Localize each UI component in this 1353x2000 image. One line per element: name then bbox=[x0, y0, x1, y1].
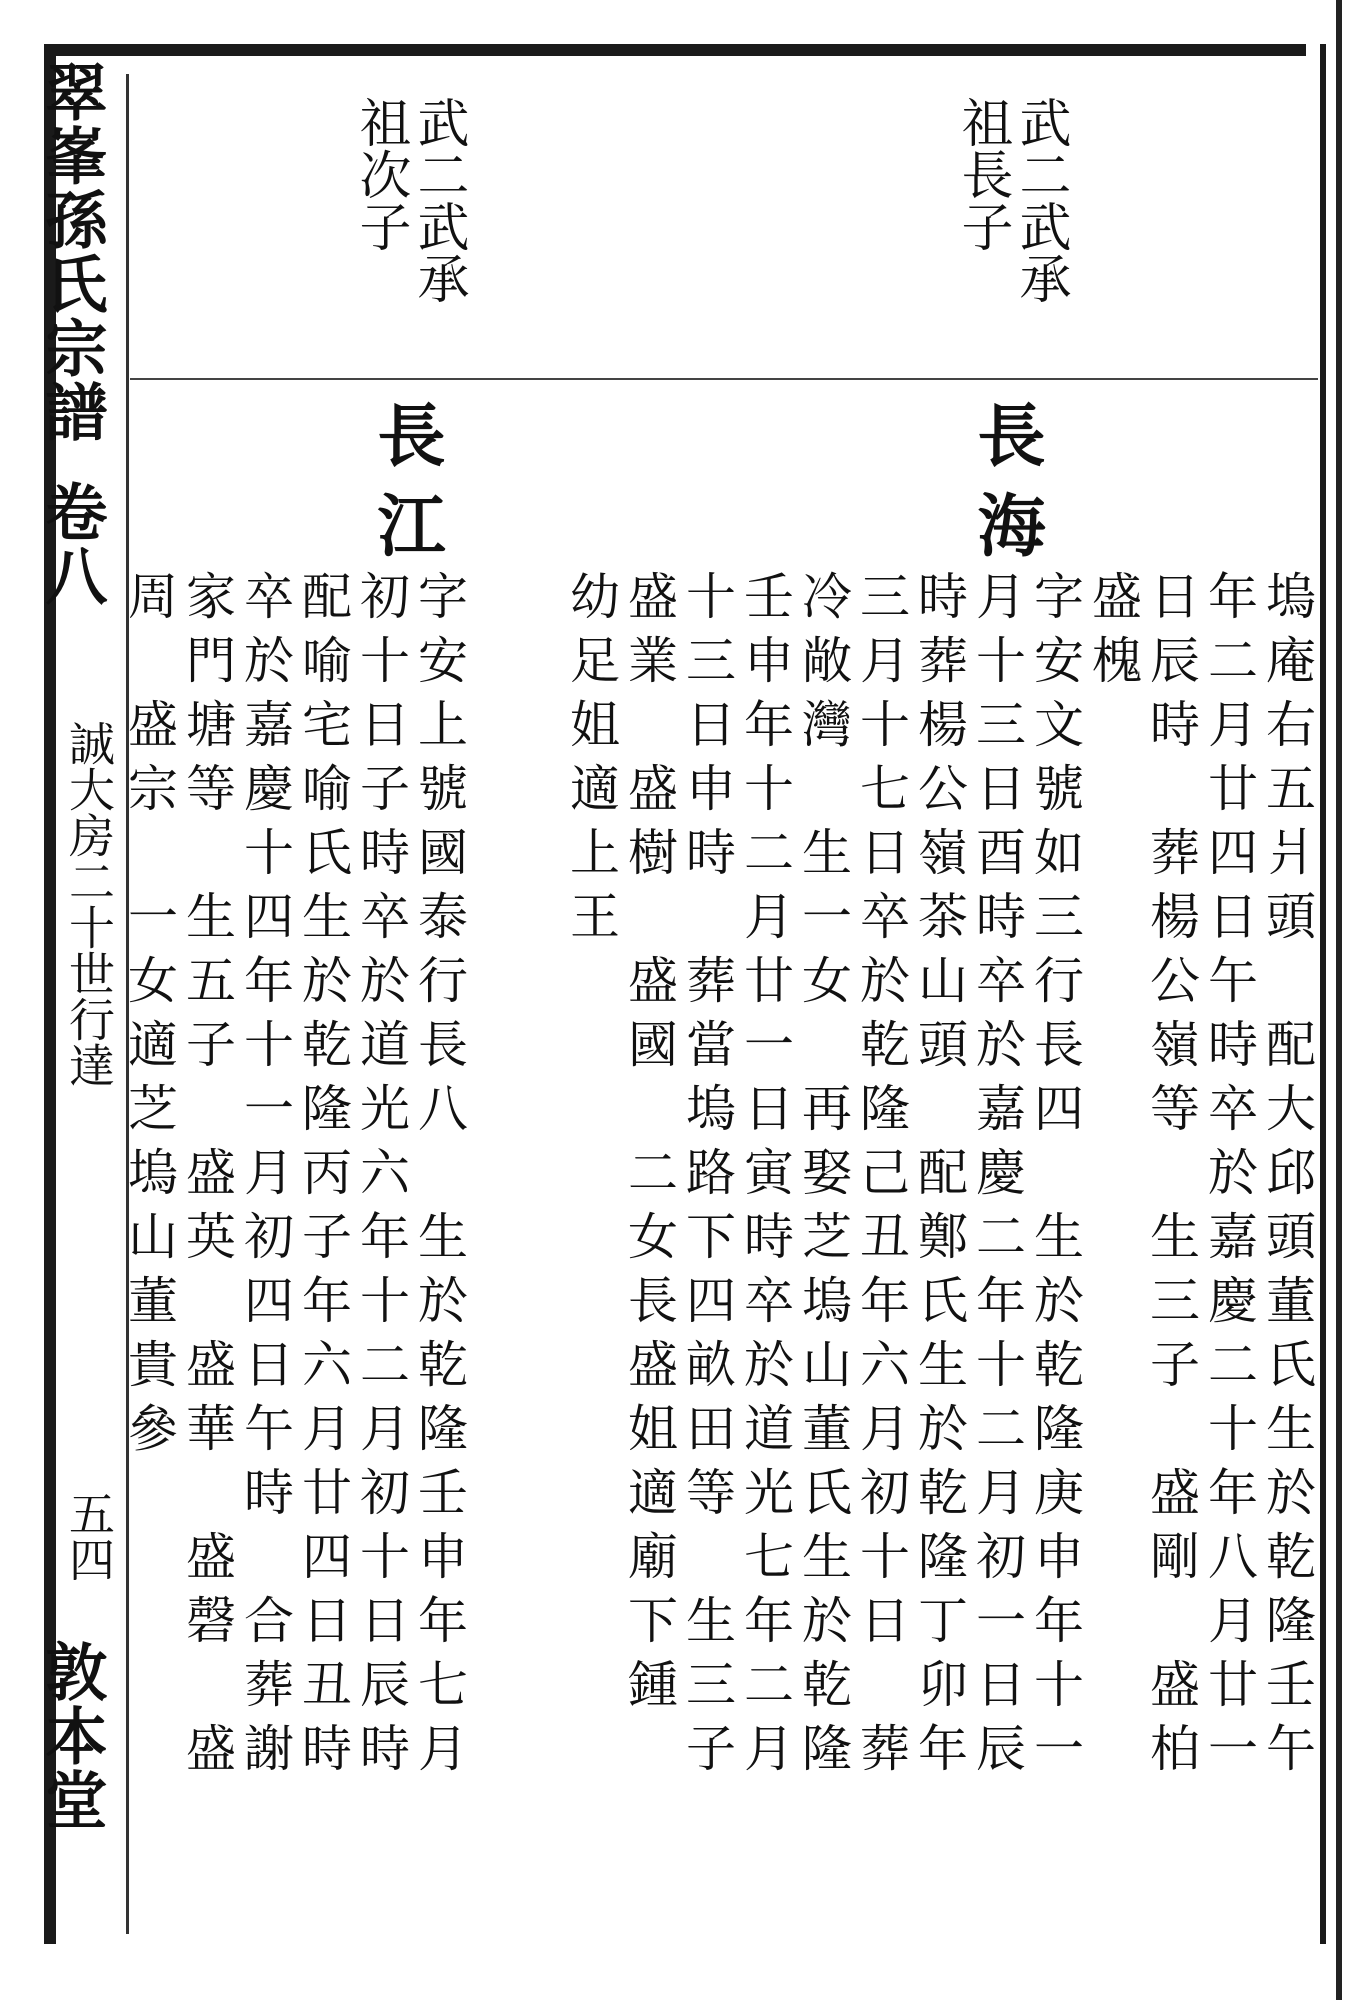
entry1-line: 時葬楊公嶺茶山頭 配鄭氏生於乾隆丁卯年 bbox=[910, 570, 968, 1786]
entry1-line: 字安文號如三行長四 生於乾隆庚申年十一 bbox=[1026, 570, 1084, 1786]
entry1-line: 盛業 盛樹 盛國 二女長盛姐適廟下鍾 bbox=[620, 570, 678, 1722]
entry1-line: 盛槐 bbox=[1084, 570, 1142, 698]
entry1-line: 壬申年十二月廿一日寅時卒於道光七年二月 bbox=[736, 570, 794, 1786]
branch-subtitle: 誠大房二十世行達 bbox=[62, 720, 116, 1088]
entry1-line: 月十三日酉時卒於嘉慶二年十二月初一日辰 bbox=[968, 570, 1026, 1786]
entry2-line: 字安上號國泰行長八 生於乾隆壬申年七月 bbox=[410, 570, 468, 1786]
entry1-name: 長海 bbox=[966, 400, 1046, 580]
entry1-header-line1: 武二武承 bbox=[1010, 96, 1070, 304]
entry1-line: 日辰時 葬楊公嶺等 生三子 盛剛 盛柏 bbox=[1142, 570, 1200, 1786]
entry1-line: 年二月廿四日午時卒於嘉慶二十年八月廿一 bbox=[1200, 570, 1258, 1786]
frame-top-border bbox=[44, 44, 1306, 56]
entry2-line: 卒於嘉慶十四年十一月初四日午時 合葬謝 bbox=[236, 570, 294, 1786]
entry1-line: 幼足姐適上王 bbox=[562, 570, 620, 954]
entry1-line: 十三日申時 葬當塢路下四畝田等 生三子 bbox=[678, 570, 736, 1786]
entry2-header-line2: 祖次子 bbox=[350, 96, 410, 252]
entry2-line: 周 盛宗 一女適芝塢山董貴參 bbox=[120, 570, 178, 1466]
entry2-line: 初十日子時卒於道光六年十二月初十日辰時 bbox=[352, 570, 410, 1786]
entry2-line: 配喻宅喻氏生於乾隆丙子年六月廿四日丑時 bbox=[294, 570, 352, 1786]
header-band-rule bbox=[130, 378, 1318, 380]
entry2-name: 長江 bbox=[366, 400, 446, 580]
entry1-line: 冷敞灣 生一女 再娶芝塢山董氏生於乾隆 bbox=[794, 570, 852, 1786]
page-number: 五四 bbox=[62, 1490, 116, 1582]
hall-name: 敦本堂 bbox=[35, 1640, 108, 1832]
entry2-line: 家門塘等 生五子 盛英 盛華 盛磬 盛 bbox=[178, 570, 236, 1786]
entry1-line: 三月十七日卒於乾隆己丑年六月初十日 葬 bbox=[852, 570, 910, 1786]
entry1-line: 塢庵右五爿頭 配大邱頭董氏生於乾隆壬午 bbox=[1258, 570, 1316, 1786]
frame-right-border bbox=[1320, 44, 1326, 1944]
entry2-header-line1: 武二武承 bbox=[408, 96, 468, 304]
entry1-header-line2: 祖長子 bbox=[952, 96, 1012, 252]
page-edge bbox=[1336, 0, 1342, 2000]
book-title: 翠峯孫氏宗譜 bbox=[35, 60, 108, 444]
volume-label: 卷八 bbox=[35, 480, 108, 608]
